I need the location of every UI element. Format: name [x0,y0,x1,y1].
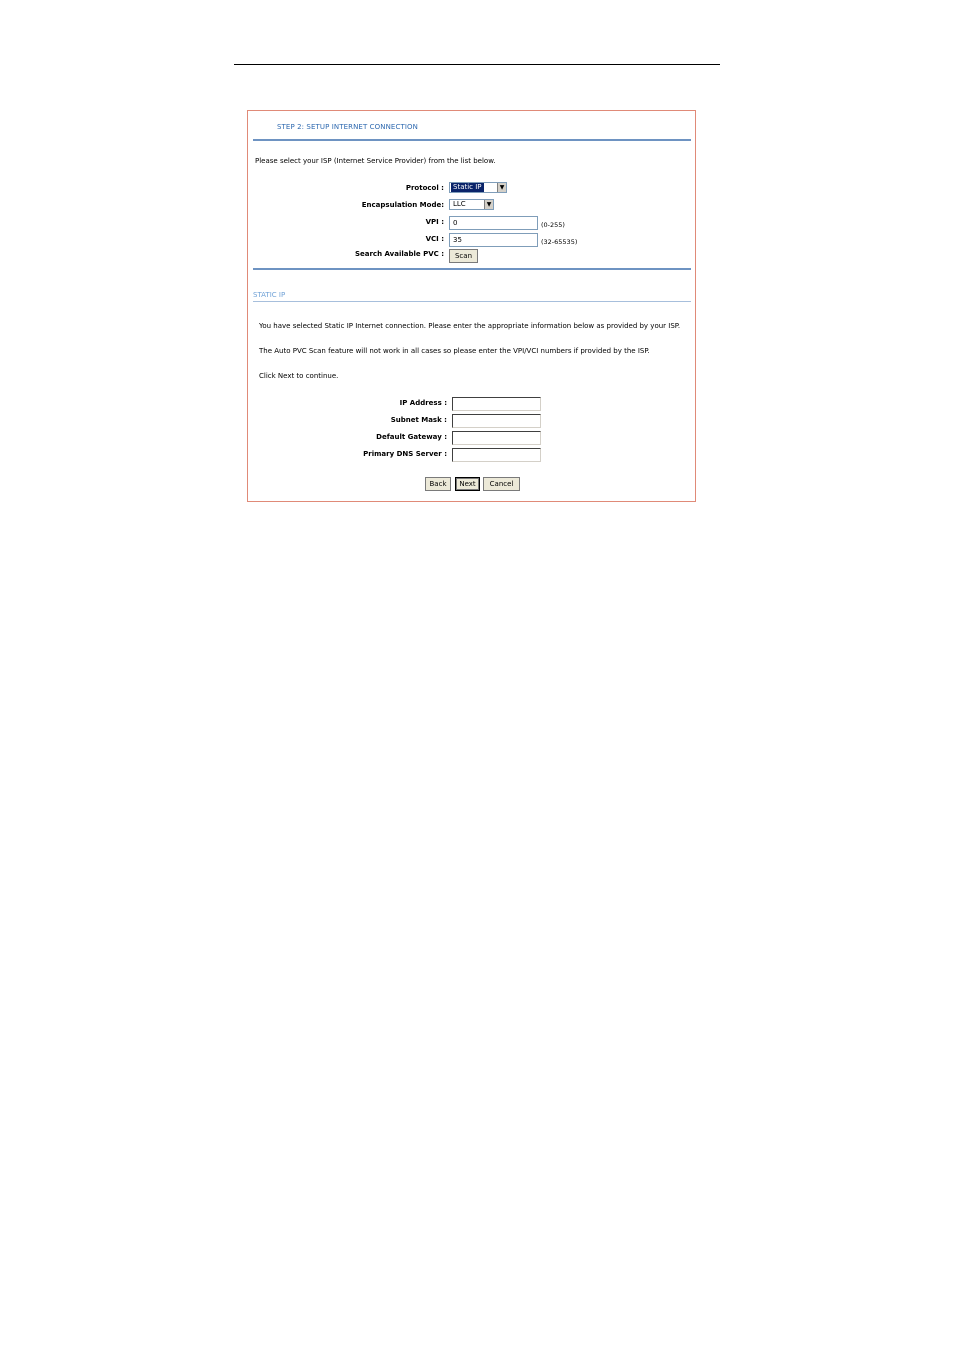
next-button[interactable]: Next [455,477,480,491]
back-button[interactable]: Back [425,477,451,491]
encapsulation-select[interactable] [449,199,494,210]
default-gateway-label: Default Gateway : [376,433,447,441]
chevron-down-icon[interactable]: ▼ [484,200,493,209]
primary-dns-label: Primary DNS Server : [363,450,447,458]
vci-label: VCI : [425,235,444,243]
vpi-range-hint: (0-255) [541,221,565,229]
setup-wizard-panel [247,110,696,502]
cancel-button[interactable]: Cancel [483,477,520,491]
ip-address-input[interactable] [452,397,541,411]
chevron-down-icon[interactable]: ▼ [497,183,506,192]
vpi-label: VPI : [425,218,444,226]
protocol-selected-value: Static IP [453,183,482,191]
vpi-input[interactable]: 0 [449,216,538,230]
subnet-mask-input[interactable] [452,414,541,428]
page-header-rule [234,64,720,65]
static-ip-info-text: You have selected Static IP Internet connection. Please enter the appropriate information below as provided by your ISP. [259,322,681,330]
protocol-select[interactable] [449,182,507,193]
encapsulation-label: Encapsulation Mode: [361,201,444,209]
divider [253,139,691,141]
static-ip-section-title: STATIC IP [253,291,286,299]
default-gateway-input[interactable] [452,431,541,445]
vci-range-hint: (32-65535) [541,238,578,246]
step-title: STEP 2: SETUP INTERNET CONNECTION [277,123,418,131]
primary-dns-input[interactable] [452,448,541,462]
vci-input[interactable]: 35 [449,233,538,247]
protocol-label: Protocol : [405,184,444,192]
pvc-scan-note: The Auto PVC Scan feature will not work in all cases so please enter the VPI/VCI numbers if provided by the ISP. [259,347,650,355]
isp-intro-text: Please select your ISP (Internet Service Provider) from the list below. [255,157,496,165]
scan-button[interactable]: Scan [449,249,478,263]
ip-address-label: IP Address : [399,399,447,407]
continue-note: Click Next to continue. [259,372,339,380]
divider [253,268,691,270]
pvc-search-label: Search Available PVC : [354,250,444,258]
encapsulation-selected-value: LLC [453,200,466,208]
divider [253,301,691,302]
subnet-mask-label: Subnet Mask : [390,416,447,424]
